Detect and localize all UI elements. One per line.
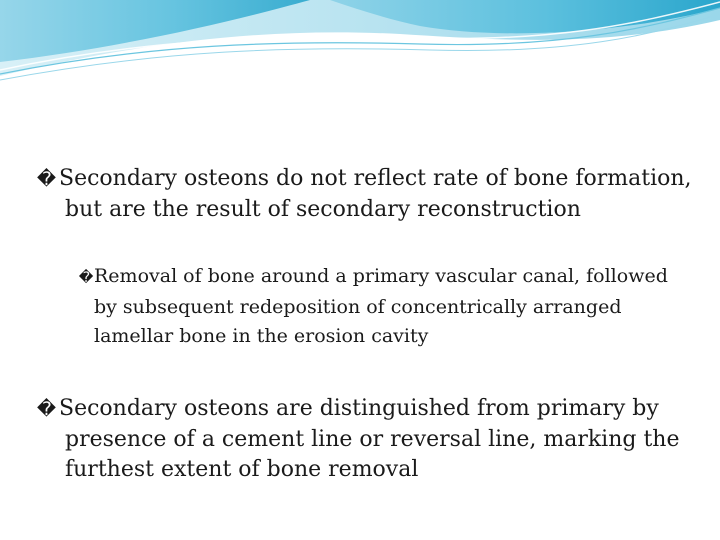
sub-bullet-text: Removal of bone around a primary vascular canal, followed by subsequent redeposition of concentrically arranged lamellar bone in the erosion cavity [94,265,668,347]
bullet-text: Secondary osteons are distinguished from primary by presence of a cement line or reversal line, marking the furthest extent of bone removal [59,396,680,482]
bullet-text: Secondary osteons do not reflect rate of bone formation, but are the result of secondary reconstruction [59,166,692,222]
bullet-secondary-osteons-reconstruction [34,164,705,225]
bullet-cement-line [34,394,705,485]
sub-bullet-glyph-icon: � [78,270,94,286]
bullet-glyph-icon: � [36,169,57,190]
bullet-glyph-icon: � [36,399,57,420]
sub-bullet-bone-removal [78,262,694,351]
